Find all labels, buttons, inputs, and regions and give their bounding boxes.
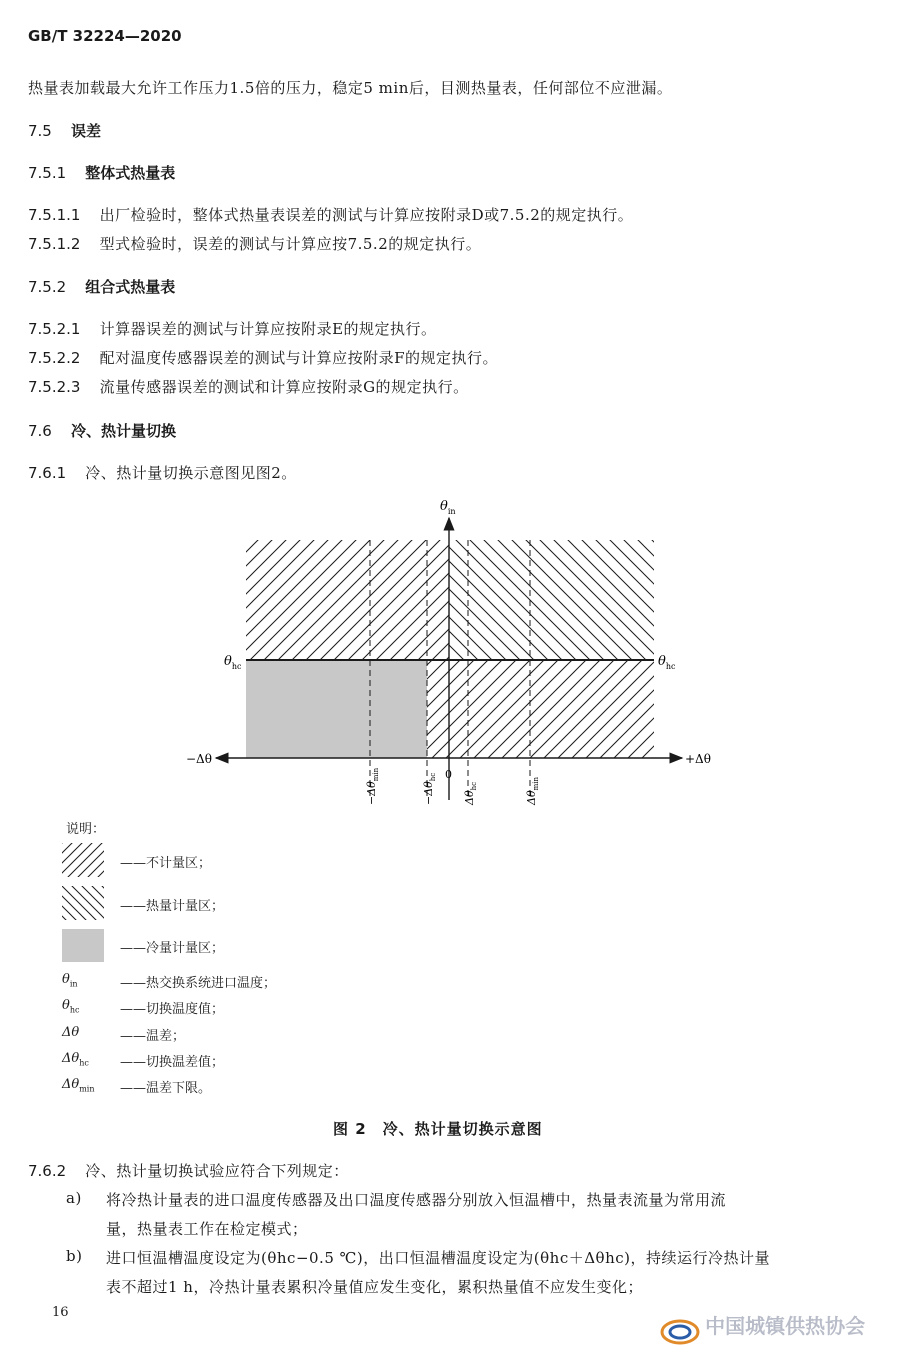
section-number: 7.5.2 <box>28 278 67 296</box>
clause-number: 7.5.2.2 <box>28 349 81 367</box>
intro-paragraph: 热量表加载最大允许工作压力1.5倍的压力，稳定5 min后，目测热量表，任何部位不应泄漏。 <box>28 79 673 97</box>
clause-number: 7.5.1.2 <box>28 235 81 253</box>
no-meter-zone-lower <box>427 660 654 758</box>
symbol-delta-theta: Δθ <box>62 1025 80 1040</box>
section-number: 7.5 <box>28 122 52 140</box>
watermark-text: 中国城镇供热协会 <box>705 1314 866 1338</box>
legend-cold-meter: ——冷量计量区； <box>120 941 225 956</box>
section-title: 冷、热计量切换 <box>70 422 176 440</box>
neg-delta-hc-tick <box>422 773 437 805</box>
neg-delta-label: −Δθ <box>186 752 212 766</box>
clause-number: 7.5.2.1 <box>28 320 81 338</box>
symbol-theta-hc: $\theta_{hc}$ <box>62 998 80 1015</box>
clause-text: 型式检验时，误差的测试与计算应按7.5.2的规定执行。 <box>99 235 482 253</box>
pos-delta-min-tick <box>525 777 540 806</box>
page-number: 16 <box>52 1305 69 1320</box>
figure-caption: 图 2 冷、热计量切换示意图 <box>333 1120 543 1138</box>
clause-7-6-2 <box>28 1160 349 1181</box>
legend-heat-meter: ——热量计量区； <box>120 899 225 914</box>
clause-text: 出厂检验时，整体式热量表误差的测试与计算应按附录D或7.5.2的规定执行。 <box>99 206 634 224</box>
clause-text: 计算器误差的测试与计算应按附录E的规定执行。 <box>99 320 437 338</box>
standard-header: GB/T 32224—2020 <box>28 27 182 45</box>
pos-delta-hc-tick <box>463 782 478 806</box>
heat-meter-zone-upper <box>449 540 654 660</box>
clause-number: 7.5.1.1 <box>28 206 81 224</box>
list-a-line1: 将冷热计量表的进口温度传感器及出口温度传感器分别放入恒温槽中，热量表流量为常用流 <box>106 1191 727 1209</box>
list-a-line2: 量，热量表工作在检定模式； <box>106 1220 308 1238</box>
theta-hc-label-left: $\theta_{hc}$ <box>224 654 242 671</box>
list-b-line2: 表不超过1 h，冷热计量表累积冷量值应发生变化，累积热量值不应发生变化； <box>106 1278 643 1296</box>
list-b-marker: b) <box>66 1247 83 1265</box>
svg-text:−Δθmin: $-\Delta\theta_{min}$ <box>365 767 380 805</box>
theta-hc-label-right: $\theta_{hc}$ <box>658 654 676 671</box>
pos-delta-label: +Δθ <box>685 752 711 766</box>
legend-title: 说明： <box>66 822 106 837</box>
association-logo <box>660 1310 865 1346</box>
svg-text:Δθmin: $\Delta\theta_{min}$ <box>525 777 540 805</box>
svg-text:−Δθhc: $-\Delta\theta_{hc}$ <box>422 772 437 805</box>
list-b-line1: 进口恒温槽温度设定为(θhc−0.5 ℃)，出口恒温槽温度设定为(θhc＋Δθhc)，持续运行冷热计量 <box>106 1249 770 1267</box>
legend-theta-hc: ——切换温度值； <box>120 1002 225 1017</box>
section-title: 误差 <box>70 122 101 140</box>
clause-text: 冷、热计量切换示意图见图2。 <box>85 464 297 482</box>
clause-number: 7.6.2 <box>28 1162 67 1180</box>
clause-text: 冷、热计量切换试验应符合下列规定： <box>85 1162 349 1180</box>
symbol-delta-theta-min: $\Delta\theta_{min}$ <box>62 1077 95 1094</box>
clause-text: 配对温度传感器误差的测试与计算应按附录F的规定执行。 <box>99 349 498 367</box>
symbol-delta-theta-hc: $\Delta\theta_{hc}$ <box>62 1051 89 1068</box>
neg-delta-min-tick <box>365 767 380 805</box>
no-meter-zone-upper <box>246 540 449 660</box>
legend-delta-theta: ——温差； <box>120 1029 186 1044</box>
cdha-logo-icon <box>660 1312 700 1346</box>
list-a-marker: a) <box>66 1189 82 1207</box>
no-meter-swatch <box>62 843 104 877</box>
svg-text:Δθhc: $\Delta\theta_{hc}$ <box>463 781 478 805</box>
clause-text: 流量传感器误差的测试和计算应按附录G的规定执行。 <box>99 378 469 396</box>
heat-meter-swatch <box>62 886 104 920</box>
clause-number: 7.5.2.3 <box>28 378 81 396</box>
section-title: 组合式热量表 <box>85 278 176 296</box>
section-title: 整体式热量表 <box>85 164 176 182</box>
clause-number: 7.6.1 <box>28 464 67 482</box>
cold-meter-zone <box>246 660 427 758</box>
section-number: 7.5.1 <box>28 164 67 182</box>
legend-delta-theta-hc: ——切换温差值； <box>120 1055 225 1070</box>
legend-delta-theta-min: ——温差下限。 <box>120 1081 212 1096</box>
cold-meter-swatch <box>62 929 104 962</box>
y-axis-label: $\theta_{in}$ <box>440 499 456 516</box>
legend-no-meter: ——不计量区； <box>120 856 212 871</box>
symbol-theta-in: $\theta_{in}$ <box>62 972 78 989</box>
origin-label: 0 <box>445 768 452 781</box>
section-number: 7.6 <box>28 422 52 440</box>
legend-theta-in: ——热交换系统进口温度； <box>120 976 277 991</box>
